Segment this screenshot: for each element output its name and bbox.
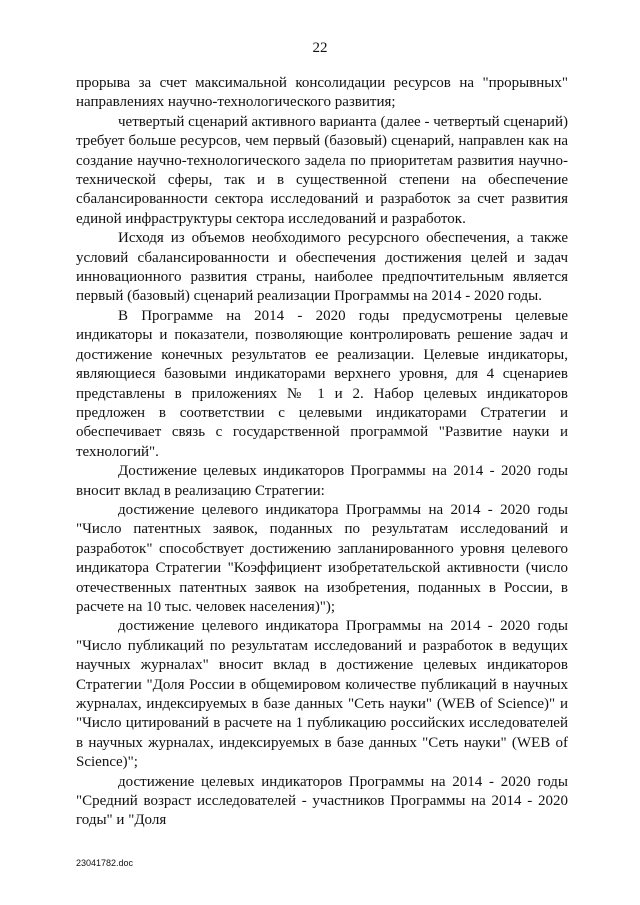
paragraph: Достижение целевых индикаторов Программы на 2014 - 2020 годы вносит вклад в реализацию Стратегии:: [76, 463, 568, 499]
paragraph: достижение целевого индикатора Программы на 2014 - 2020 годы "Число публикаций по результатам исследований и разработок в ведущих научных журналах" вносит вклад в достижение целевых индикаторов Стратегии "Доля России в общемировом количестве публикаций в научных журналах, индексируемых в базе данных "Сеть науки" (WEB of Science)" и "Число цитирований в расчете на 1 публикацию российских исследователей в научных журналах, индексируемых в базе данных "Сеть науки" (WEB of Science)";: [76, 618, 568, 771]
paragraph: четвертый сценарий активного варианта (далее - четвертый сценарий) требует больше ресурсов, чем первый (базовый) сценарий, направлен как на создание научно-технологического задела по приоритетам развития научно-технической сферы, так и в существенной степени на обеспечение сбалансированности сектора исследований и разработок за счет развития единой инфраструктуры сектора исследований и разработок.: [76, 113, 568, 227]
file-name-footer: 23041782.doc: [76, 858, 134, 868]
page-number: 22: [312, 40, 328, 56]
document-body: [76, 74, 568, 831]
paragraph: Исходя из объемов необходимого ресурсного обеспечения, а также условий сбалансированности и обеспечения достижения целей и задач инновационного развития страны, наиболее предпочтительным является первый (базовый) сценарий реализации Программы на 2014 - 2020 годы.: [76, 230, 568, 305]
paragraph: прорыва за счет максимальной консолидации ресурсов на "прорывных" направлениях научно-технологического развития;: [76, 75, 568, 111]
paragraph: достижение целевого индикатора Программы на 2014 - 2020 годы "Число патентных заявок, поданных по результатам исследований и разработок" способствует достижению запланированного уровня целевого индикатора Стратегии "Коэффициент изобретательской активности (число отечественных патентных заявок на изобретения, поданных в России, в расчете на 10 тыс. человек населения)");: [76, 501, 568, 615]
paragraph: достижение целевых индикаторов Программы на 2014 - 2020 годы "Средний возраст исследователей - участников Программы на 2014 - 2020 годы" и "Доля: [76, 773, 568, 829]
paragraph: В Программе на 2014 - 2020 годы предусмотрены целевые индикаторы и показатели, позволяющие контролировать решение задач и достижение конечных результатов ее реализации. Целевые индикаторы, являющиеся базовыми индикаторами верхнего уровня, для 4 сценариев представлены в приложениях № 1 и 2. Набор целевых индикаторов предложен в соответствии с целевыми индикаторами Стратегии и обеспечивает связь с государственной программой "Развитие науки и технологий".: [76, 307, 568, 460]
